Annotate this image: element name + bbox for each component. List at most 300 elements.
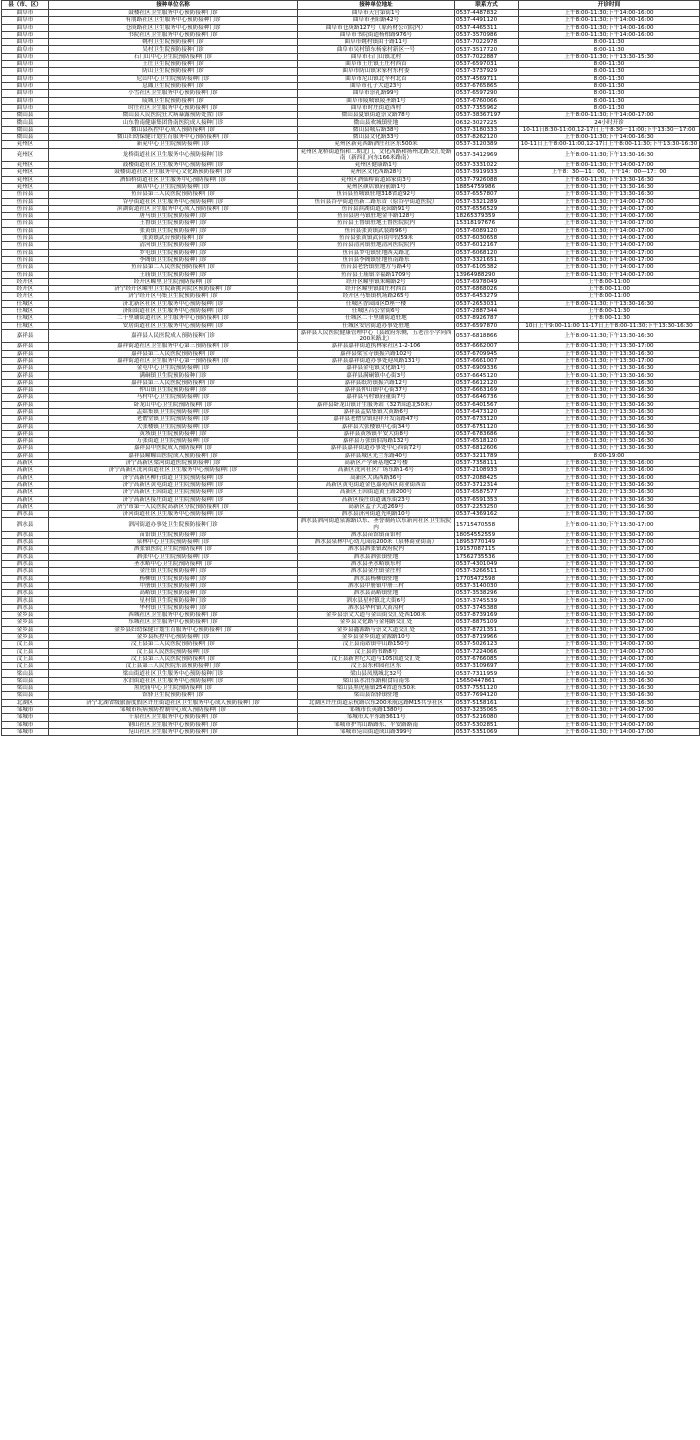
address-cell: 金乡县崇文大道与金山街交汇处西100米 [298,612,455,619]
district-cell: 曲阜市 [2,53,49,60]
hours-cell: 上午8:00-11:30;下午13:30-17:00 [519,343,700,350]
unit-name-cell: 王鲁镇卫生院预防接种门诊 [49,220,298,227]
contact-cell: 18054552559 [455,531,519,538]
table-row [2,75,700,82]
table-row [2,423,700,430]
unit-name-cell: 安居街道社区卫生服务中心预防接种门诊 [49,322,298,329]
unit-name-cell: 泗河街道办事处卫生院预防接种门诊 [49,518,298,531]
district-cell: 嘉祥县 [2,416,49,423]
address-cell: 微山县欢城镇驻地 [298,119,455,126]
hours-cell: 8:00-11:30 [519,104,700,111]
hours-cell: 上午8:00-11:30;下午14:00-17:00 [519,162,700,169]
address-cell: 泗水县高峪镇驻地 [298,590,455,597]
unit-name-cell: 鱼台县第三人民医院预防接种门诊 [49,191,298,198]
district-cell: 金乡县 [2,619,49,626]
unit-name-cell: 济宁经开区疃里卫生院新挑河院区预防接种门诊 [49,286,298,293]
unit-name-cell: 华村镇卫生院预防接种门诊 [49,604,298,611]
unit-name-cell: 黄垓镇卫生院预防接种门诊 [49,430,298,437]
district-cell: 鱼台县 [2,205,49,212]
address-cell: 曲阜市王庄镇王庄村西首 [298,61,455,68]
unit-name-cell: 二十里铺街道社区卫生服务中心预防接种门诊 [49,315,298,322]
district-cell: 微山县 [2,134,49,141]
hours-cell: 上午8:00-11:30;下午13:30-16:30 [519,365,700,372]
address-cell: 嘉祥县嘉祥街道办事处中心西街72号 [298,445,455,452]
address-cell: 邹城市长英路1380号 [298,706,455,713]
unit-name-cell: 西城社区卫生服务中心预防接种门诊 [49,612,298,619]
contact-cell: 0537-8926787 [455,315,519,322]
table-row [2,343,700,350]
contact-cell: 0537-2653031 [455,300,519,307]
table-row [2,604,700,611]
district-cell: 鱼台县 [2,271,49,278]
hours-cell: 上午8:00-11:30;下午13:30-17:00 [519,539,700,546]
contact-cell: 0537-6709945 [455,350,519,357]
table-row [2,379,700,386]
district-cell: 曲阜市 [2,10,49,17]
address-cell: 曲阜市孔子大道23号 [298,82,455,89]
district-cell: 高新区 [2,460,49,467]
address-cell: 泗水县中册镇中册三村 [298,582,455,589]
table-row [2,249,700,256]
table-row [2,61,700,68]
district-cell: 鱼台县 [2,198,49,205]
contact-cell: 0537-6557807 [455,191,519,198]
unit-name-cell: 山东鲁南健康集团鲁南医院成人接种门诊 [49,119,298,126]
address-cell: 任城区安居街道办事处驻地 [298,322,455,329]
contact-cell: 0537-6663169 [455,387,519,394]
hours-cell: 8:00-11:30 [519,90,700,97]
hours-cell: 上午8:00-11:30;下午13:30-17:00 [519,511,700,518]
table-row [2,300,700,307]
table-row [2,176,700,183]
district-cell: 曲阜市 [2,75,49,82]
hours-cell: 上午8:00-11:30;下午13:30-16:30 [519,183,700,190]
unit-name-cell: 嘉祥县第三人民医院预防接种门诊 [49,379,298,386]
contact-cell: 0537-7355962 [455,104,519,111]
contact-cell: 0537-6978049 [455,278,519,285]
unit-name-cell: 仲山镇卫生院预防接种门诊 [49,387,298,394]
table-row [2,198,700,205]
table-row [2,546,700,553]
district-cell: 嘉祥县 [2,372,49,379]
col-header-address: 接种单位地址 [298,1,455,10]
unit-name-cell: 济宁高新区柳行街道卫生院预防接种门诊 [49,474,298,481]
district-cell: 曲阜市 [2,61,49,68]
district-cell: 汶上县 [2,663,49,670]
address-cell: 微山县城后路38号 [298,126,455,133]
vaccination-table [1,0,700,736]
district-cell: 曲阜市 [2,68,49,75]
table-row [2,148,700,161]
district-cell: 兖州区 [2,183,49,190]
unit-name-cell: 济宁高新区王因街道卫生院预防接种门诊 [49,489,298,496]
district-cell: 泗水县 [2,539,49,546]
hours-cell: 上午8:00-11:30;下午14:00-17:00 [519,227,700,234]
unit-name-cell: 吴村卫生院预防接种门诊 [49,46,298,53]
contact-cell: 0632-3027225 [455,119,519,126]
district-cell: 泗水县 [2,582,49,589]
unit-name-cell: 金庄镇卫生院预防接种门诊 [49,568,298,575]
address-cell: 鱼台县清河镇驻地清河医院院内 [298,242,455,249]
district-cell: 鱼台县 [2,220,49,227]
district-cell: 邹城市 [2,728,49,735]
table-row [2,655,700,662]
address-cell: 鱼台县鱼城镇驻地318省道92号 [298,191,455,198]
contact-cell: 0537-3266511 [455,568,519,575]
address-cell: 金乡县金乡街道金源路10号 [298,633,455,640]
district-cell: 邹城市 [2,714,49,721]
unit-name-cell: 马村中心卫生院预防接种门诊 [49,394,298,401]
table-row [2,590,700,597]
unit-name-cell: 金乡县疾控中心预防接种门诊 [49,633,298,640]
contact-cell: 0537-8262120 [455,134,519,141]
unit-name-cell: 姚村卫生院预防接种门诊 [49,39,298,46]
contact-cell: 0537-6105382 [455,264,519,271]
hours-cell: 上午8:00-11:30;下午13:30-16:30 [519,408,700,415]
hours-cell: 上午8:00-11:30;下午14:00-17:00 [519,256,700,263]
contact-cell: 0537-6646736 [455,394,519,401]
table-row [2,561,700,568]
hours-cell: 上午8:00-11:30;下午13:30-17:00 [519,604,700,611]
hours-cell: 上午8:00-11:20;下午13:30-16:30 [519,489,700,496]
address-cell: 鱼台县张黄镇武装路96号 [298,227,455,234]
unit-name-cell: 时庄社区卫生服务中心预防接种门诊 [49,104,298,111]
table-row [2,278,700,285]
address-cell: 鱼台县老砦镇驻地方与路4号 [298,264,455,271]
address-cell: 鱼台县李阁镇驻地鱼南路东 [298,256,455,263]
district-cell: 嘉祥县 [2,452,49,459]
address-cell: 曲阜市时庄街道西村 [298,104,455,111]
address-cell: 兖州区文化西路28号 [298,169,455,176]
hours-cell: 上午8:00-11:30;下午13:30-16:30 [519,423,700,430]
address-cell: 泗水县金庄镇金庄村 [298,568,455,575]
contact-cell: 0537-6909336 [455,365,519,372]
address-cell: 汶上县南站镇中山路150号 [298,641,455,648]
hours-cell: 上午8:00-11:30;下午13:30-16:30 [519,387,700,394]
district-cell: 任城区 [2,322,49,329]
hours-cell: 上午8:00-11:30;下午13:30-17:00 [519,612,700,619]
contact-cell: 0537-7224066 [455,648,519,655]
address-cell: 曲阜市仓庚路127号（原药材公司院内） [298,24,455,31]
unit-name-cell: 张黄镇卫生院预防接种门诊 [49,227,298,234]
contact-cell: 0537-4487832 [455,10,519,17]
contact-cell: 0537-5158161 [455,699,519,706]
contact-cell: 0537-3538296 [455,590,519,597]
contact-cell: 0537-5351069 [455,728,519,735]
district-cell: 嘉祥县 [2,387,49,394]
address-cell: 嘉祥县纸坊镇振兴路12号 [298,379,455,386]
hours-cell: 上午8:00-11:30;下午13:30-16:30 [519,416,700,423]
unit-name-cell: 济宁高新区黄屯街道卫生院预防接种门诊 [49,481,298,488]
district-cell: 任城区 [2,315,49,322]
address-cell: 兖州区健康路1号 [298,162,455,169]
hours-cell: 上午8:00-11:30;下午13:30-17:00 [519,531,700,538]
hours-cell: 上午8:00-11:30;下午14:00-17:00 [519,205,700,212]
address-cell: 曲阜市石门山镇北村 [298,53,455,60]
table-row [2,401,700,408]
table-row [2,721,700,728]
hours-cell: 上午8:00-11:00 [519,286,700,293]
table-row [2,474,700,481]
unit-name-cell: 卧龙山中心卫生院预防接种门诊 [49,401,298,408]
unit-name-cell: 经开区疃里卫生院预防接种门诊 [49,278,298,285]
contact-cell: 0537-7694120 [455,692,519,699]
unit-name-cell: 嘉祥县中医院成人预防接种门诊 [49,445,298,452]
hours-cell: 上午8:00-11:30;下午13:30-16:30 [519,350,700,357]
hours-cell: 上午8:00-11:30;下午13:30-16:30 [519,445,700,452]
hours-cell: 上午8:00-11:30;下午13:30-17:00 [519,582,700,589]
unit-name-cell: 泉林中心卫生院预防接种门诊 [49,539,298,546]
table-row [2,685,700,692]
hours-cell: 上午8:00-11:30;下午13:30-16:30 [519,191,700,198]
district-cell: 北湖区 [2,699,49,706]
unit-name-cell: 谷亭街道社区卫生服务中心预防接种门诊 [49,198,298,205]
district-cell: 曲阜市 [2,17,49,24]
district-cell: 嘉祥县 [2,401,49,408]
address-cell: 曲阜市陵城镇陵圣路1号 [298,97,455,104]
table-row [2,68,700,75]
hours-cell: 上午8:00-11:30;下午13:30-16:30 [519,329,700,342]
unit-name-cell: 馆驿卫生院预防接种门诊 [49,692,298,699]
district-cell: 微山县 [2,126,49,133]
contact-cell: 18265379359 [455,213,519,220]
address-cell: 任城区二十里铺街道驻地 [298,315,455,322]
hours-cell: 8:00-11:30 [519,75,700,82]
table-row [2,357,700,364]
hours-cell: 上午8:00-11:30;下午13:30-16:30 [519,670,700,677]
address-cell: 泗水县华村镇大黄沟村 [298,604,455,611]
district-cell: 邹城市 [2,706,49,713]
hours-cell: 上午8:00-11:30;下午14:00-17:00 [519,249,700,256]
district-cell: 嘉祥县 [2,394,49,401]
address-cell: 兖州区酒仙桥街道邱家街3号 [298,176,455,183]
table-row [2,264,700,271]
table-row [2,699,700,706]
table-row [2,626,700,633]
hours-cell: 上午8:00-11:30;下午14:00-17:00 [519,706,700,713]
unit-name-cell: 济阳街道社区卫生服务中心预防接种门诊 [49,307,298,314]
unit-name-cell: 嘉祥街道社区卫生服务中心第一预防接种门诊 [49,357,298,364]
unit-name-cell: 尼山中心卫生院预防接种门诊 [49,75,298,82]
table-row [2,438,700,445]
table-row [2,271,700,278]
contact-cell: 0537-6662007 [455,343,519,350]
contact-cell: 0537-3331022 [455,162,519,169]
unit-name-cell: 老僧堂镇卫生院预防接种门诊 [49,416,298,423]
contact-cell: 0537-7551120 [455,685,519,692]
contact-cell: 0537-6868026 [455,286,519,293]
contact-cell: 18953770149 [455,539,519,546]
hours-cell: 上午8:00-11:30;下午14:00-17:00 [519,641,700,648]
table-row [2,518,700,531]
hours-cell: 上午8:00-11:30;下午13:30-16:00 [519,474,700,481]
unit-name-cell: 梁山街道社区卫生服务中心预防接种门诊 [49,670,298,677]
address-cell: 高新区孟子大道269号 [298,503,455,510]
unit-name-cell: 济宁高新区洸河街道社区卫生服务中心预防接种门诊 [49,467,298,474]
hours-cell: 上午8:00-11:30;下午13:30-17:00 [519,597,700,604]
hours-cell: 上午8:00-11:30;下午13:30-17:00 [519,518,700,531]
district-cell: 泗水县 [2,590,49,597]
table-row [2,119,700,126]
hours-cell: 上午8:00-11:00 [519,278,700,285]
address-cell: 嘉祥县仲山镇中心街37号 [298,387,455,394]
district-cell: 兖州区 [2,162,49,169]
district-cell: 微山县 [2,119,49,126]
table-row [2,728,700,735]
contact-cell: 0537-3412969 [455,148,519,161]
district-cell: 汶上县 [2,648,49,655]
table-row [2,162,700,169]
district-cell: 曲阜市 [2,104,49,111]
hours-cell: 8:00-11:30 [519,46,700,53]
address-cell: 邹城市太平东路3611号 [298,714,455,721]
hours-cell: 上午8:00-11:30;下午13:30-15:30 [519,53,700,60]
contact-cell: 0537-2088425 [455,474,519,481]
hours-cell: 上午8:00-11:30;下午13:30-17:00 [519,568,700,575]
address-cell: 兖州区新兖西路酒庄社区东500米 [298,141,455,148]
contact-cell: 0537-3745388 [455,604,519,611]
address-cell: 嘉祥县大张楼镇中心街34号 [298,423,455,430]
district-cell: 任城区 [2,307,49,314]
address-cell: 鱼台县王庙镇幸福路1709号 [298,271,455,278]
table-row [2,531,700,538]
unit-name-cell: 石门山中心卫生院预防接种门诊 [49,53,298,60]
table-row [2,141,700,148]
contact-cell: 0537-6597290 [455,90,519,97]
table-row [2,503,700,510]
address-cell: 高新区王因街道黄王路200号 [298,489,455,496]
contact-cell: 0537-6783686 [455,430,519,437]
district-cell: 泗水县 [2,546,49,553]
district-cell: 泗水县 [2,604,49,611]
unit-name-cell: 济宁高新区梁河街道医院预防接种门诊 [49,460,298,467]
district-cell: 金乡县 [2,612,49,619]
district-cell: 泗水县 [2,597,49,604]
table-row [2,460,700,467]
unit-name-cell: 万张街道卫生院预防接种门诊 [49,438,298,445]
address-cell: 兖州区龙桥街道怡和二期北门，文化西路和扬州北路交汇处路南（新西汇向东166米路南） [298,148,455,161]
unit-name-cell: 罗屯镇卫生院预防接种门诊 [49,249,298,256]
unit-name-cell: 中册镇卫生院预防接种门诊 [49,582,298,589]
contact-cell: 19157087115 [455,546,519,553]
district-cell: 泗水县 [2,518,49,531]
table-row [2,670,700,677]
unit-name-cell: 星村镇卫生院预防接种门诊 [49,597,298,604]
address-cell: 梁山县馆驿镇驻地 [298,692,455,699]
contact-cell: 0537-7022887 [455,53,519,60]
district-cell: 邹城市 [2,721,49,728]
district-cell: 汶上县 [2,641,49,648]
table-row [2,553,700,560]
hours-cell: 上午8:00-11:30;下午13:30-16:30 [519,379,700,386]
unit-name-cell: 陵城卫生院预防接种门诊 [49,97,298,104]
address-cell: 鱼台县罗屯镇驻地西关路北 [298,249,455,256]
district-cell: 曲阜市 [2,82,49,89]
unit-name-cell: 微山县人民医院狂犬病暴露预防处置门诊 [49,112,298,119]
hours-cell: 上午8:00-11:30;下午13:30-16:30 [519,372,700,379]
district-cell: 鱼台县 [2,256,49,263]
contact-cell: 0537-4301049 [455,561,519,568]
hours-cell: 上午8:00-11:30 [519,315,700,322]
address-cell: 梁山县黑虎庙镇254省道东50米 [298,685,455,692]
address-cell: 嘉祥县满硐镇中心街3号 [298,372,455,379]
table-row [2,227,700,234]
contact-cell: 0537-6587577 [455,489,519,496]
district-cell: 兖州区 [2,148,49,161]
district-cell: 鱼台县 [2,213,49,220]
contact-cell: 0537-4569711 [455,75,519,82]
address-cell: 任城区香园园区D座一楼 [298,300,455,307]
address-cell: 曲阜市圣阳路42号 [298,17,455,24]
hours-cell: 上午8:00-11:30;下午13:30-16:30 [519,394,700,401]
district-cell: 泗水县 [2,575,49,582]
contact-cell: 0537-4465311 [455,24,519,31]
district-cell: 金乡县 [2,626,49,633]
hours-cell: 上午8:00-11:30;下午13:30-16:30 [519,401,700,408]
address-cell: 泗水县泗张镇驻地 [298,553,455,560]
table-row [2,641,700,648]
hours-cell: 上午8:00-11:30;下午14:00-17:00 [519,648,700,655]
contact-cell: 0537-3517720 [455,46,519,53]
district-cell: 金乡县 [2,633,49,640]
address-cell: 泗水县泗张镇政府院内 [298,546,455,553]
address-cell: 鱼台县唐马镇驻地金丰路128号 [298,213,455,220]
contact-cell: 0537-6766085 [455,655,519,662]
hours-cell: 上午8:00-11:30;下午14:00-17:00 [519,213,700,220]
hours-cell: 上午8:00-11:30;下午14:00-17:00 [519,714,700,721]
hours-cell: 上午8:00-11:30;下午14:00-17:00 [519,198,700,205]
address-cell: 嘉祥县梁宝寺镇振兴路102号 [298,350,455,357]
table-row [2,597,700,604]
district-cell: 汶上县 [2,655,49,662]
table-row [2,104,700,111]
address-cell: 曲阜市崇礼路99号 [298,90,455,97]
table-row [2,24,700,31]
district-cell: 泗水县 [2,561,49,568]
unit-name-cell: 济北新区社区卫生服务中心预防接种门诊 [49,300,298,307]
address-cell: 嘉祥县马村镇府董街7号 [298,394,455,401]
unit-name-cell: 酒仙桥街道社区卫生服务中心预防接种门诊 [49,176,298,183]
contact-cell: 0537-3235065 [455,706,519,713]
unit-name-cell: 微山县疾控中心成人预防接种门诊 [49,126,298,133]
unit-name-cell: 凫山社区卫生服务中心预防接种门诊 [49,728,298,735]
unit-name-cell: 新兖中心卫生院预防接种门诊 [49,141,298,148]
hours-cell: 上午8:00-11:30;下午13:30-16:30 [519,677,700,684]
contact-cell: 0537-3211789 [455,452,519,459]
district-cell: 泗水县 [2,568,49,575]
address-cell: 鱼台县张黄镇武台街中段59米 [298,235,455,242]
table-row [2,692,700,699]
hours-cell: 上午8:00-11:20;下午13:30-16:30 [519,496,700,503]
district-cell: 任城区 [2,300,49,307]
district-cell: 梁山县 [2,670,49,677]
table-row [2,10,700,17]
district-cell: 嘉祥县 [2,438,49,445]
unit-name-cell: 龙桥街道社区卫生服务中心预防接种门诊 [49,148,298,161]
district-cell: 高新区 [2,503,49,510]
address-cell: 兖州区颜店镇府前路1号 [298,183,455,190]
hours-cell: 上午8:00-11:30;下午14:00-16:00 [519,17,700,24]
unit-name-cell: 王庄卫生院预防接种门诊 [49,61,298,68]
district-cell: 兖州区 [2,169,49,176]
hours-cell: 上午8:00-11:30;下午13:30-16:30 [519,148,700,161]
table-header-row [2,1,700,10]
address-cell: 泗水县杨柳镇驻地 [298,575,455,582]
hours-cell: 上午8:00-11:30;下午13:30-17:00 [519,553,700,560]
unit-name-cell: 嘉祥县人民医院成人预防接种门诊 [49,329,298,342]
contact-cell: 0537-2253250 [455,503,519,510]
contact-cell: 0537-6818866 [455,329,519,342]
